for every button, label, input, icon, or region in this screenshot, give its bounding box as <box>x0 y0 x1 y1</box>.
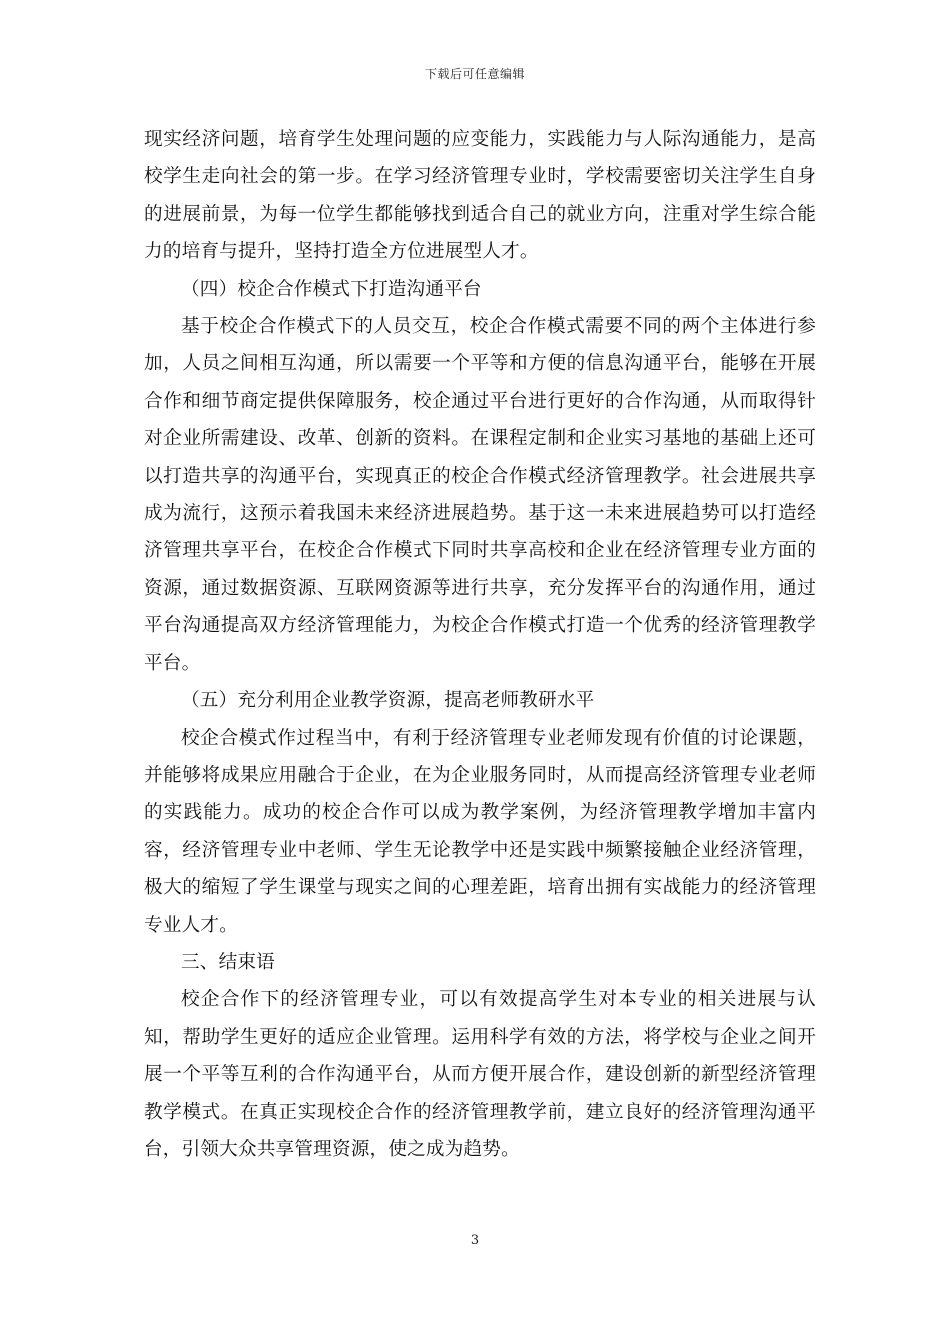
section-heading-5: （五）充分利用企业教学资源，提高老师教研水平 <box>181 690 595 712</box>
paragraph-continuation: 现实经济问题，培育学生处理问题的应变能力，实践能力与人际沟通能力，是高校学生走向社会的第一步。在学习经济管理专业时，学校需要密切关注学生自身的进展前景，为每一位学生都能够找到适合自己的就业方向，注重对学生综合能力的培育与提升，坚持打造全方位进展型人才。 <box>144 129 816 263</box>
paragraph-conclusion: 校企合作下的经济管理专业，可以有效提高学生对本专业的相关进展与认知，帮助学生更好的适应企业管理。运用科学有效的方法，将学校与企业之间开展一个平等互利的合作沟通平台，从而方便开展合作，建设创新的新型经济管理教学模式。在真正实现校企合作的经济管理教学前，建立良好的经济管理沟通平台，引领大众共享管理资源，使之成为趋势。 <box>144 989 816 1160</box>
paragraph-communication-platform: 基于校企合作模式下的人员交互，校企合作模式需要不同的两个主体进行参加，人员之间相互沟通，所以需要一个平等和方便的信息沟通平台，能够在开展合作和细节商定提供保障服务，校企通过平台进行更好的合作沟通，从而取得针对企业所需建设、改革、创新的资料。在课程定制和企业实习基地的基础上还可以打造共享的沟通平台，实现真正的校企合作模式经济管理教学。社会进展共享成为流行，这预示着我国未来经济进展趋势。基于这一未来进展趋势可以打造经济管理共享平台，在校企合作模式下同时共享高校和企业在经济管理专业方面的资源，通过数据资源、互联网资源等进行共享，充分发挥平台的沟通作用，通过平台沟通提高双方经济管理能力，为校企合作模式打造一个优秀的经济管理教学平台。 <box>144 316 816 674</box>
paragraph-teaching-resources: 校企合模式作过程当中，有利于经济管理专业老师发现有价值的讨论课题，并能够将成果应用融合于企业，在为企业服务同时，从而提高经济管理专业老师的实践能力。成功的校企合作可以成为教学案例，为经济管理教学增加丰富内容，经济管理专业中老师、学生无论教学中还是实践中频繁接触企业经济管理，极大的缩短了学生课堂与现实之间的心理差距，培育出拥有实战能力的经济管理专业人才。 <box>144 727 816 936</box>
page-header: 下载后可任意编辑 <box>424 67 525 81</box>
section-heading-4: （四）校企合作模式下打造沟通平台 <box>181 278 482 300</box>
section-heading-conclusion: 三、结束语 <box>181 951 275 973</box>
page-number: 3 <box>470 1233 480 1248</box>
document-body <box>144 121 816 1168</box>
